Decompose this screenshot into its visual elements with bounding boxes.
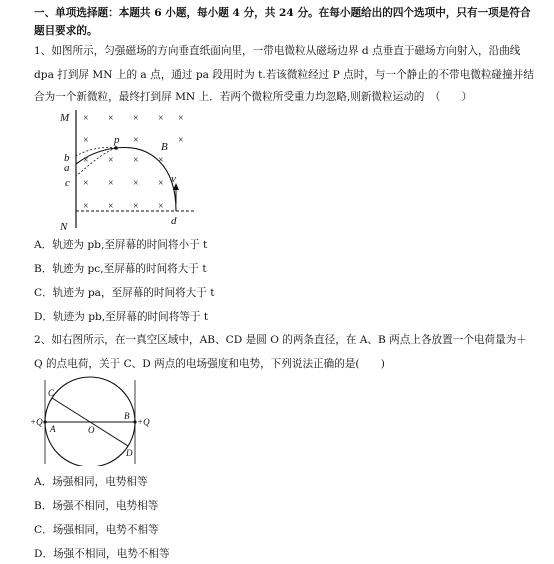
section-heading-line2: 题目要求的。	[34, 25, 98, 37]
field-cross: ×	[158, 155, 164, 166]
q1-stem-line1: 1、如图所示，匀强磁场的方向垂直纸面向里，一带电微粒从磁场边界 d 点垂直于磁场方向射入，沿曲线	[34, 45, 521, 57]
field-cross: ×	[158, 113, 164, 124]
q1-magnetic-field-figure	[56, 106, 206, 234]
field-cross: ×	[158, 178, 164, 189]
label-d: d	[171, 215, 177, 227]
q1-option-b[interactable]: B．轨迹为 pc,至屏幕的时间将大于 t	[34, 263, 207, 275]
q2-stem-line2: Q 的点电荷，关于 C、D 两点的电场强度和电势，下列说法正确的是( )	[34, 358, 385, 370]
q2-stem-line1: 2、如右图所示，在一真空区域中，AB、CD 是圆 O 的两条直径，在 A、B 两点上各放置一个电荷量为＋	[34, 334, 527, 346]
field-cross: ×	[133, 155, 139, 166]
field-cross: ×	[108, 155, 114, 166]
field-cross: ×	[83, 178, 89, 189]
field-cross: ×	[83, 155, 89, 166]
label-p: p	[114, 134, 120, 146]
field-cross: ×	[178, 113, 184, 124]
q1-stem-line2: dpa 打到屏 MN 上的 a 点，通过 pa 段用时为 t.若该微粒经过 P 点时，与一个静止的不带电微粒碰撞并结	[34, 69, 534, 81]
label-field-b: B	[161, 141, 168, 153]
q2-option-b[interactable]: B．场强不相同，电势相等	[34, 500, 159, 512]
q1-option-d[interactable]: D．轨迹为 pb,至屏幕的时间将等于 t	[34, 311, 209, 323]
field-cross: ×	[133, 178, 139, 189]
label-c: c	[65, 177, 70, 189]
field-cross: ×	[108, 178, 114, 189]
label-plus-q-right: +Q	[137, 417, 150, 427]
field-cross: ×	[133, 135, 139, 146]
q2-option-d[interactable]: D．场强不相同，电势不相等	[34, 548, 170, 560]
label-d: D	[126, 448, 133, 458]
label-o: O	[88, 425, 95, 435]
label-b: B	[124, 411, 130, 421]
charge-a-dot	[43, 420, 46, 423]
field-cross: ×	[108, 113, 114, 124]
field-cross: ×	[83, 201, 89, 212]
section-heading-line1: 一、单项选择题：本题共 6 小题，每小题 4 分，共 24 分。在每小题给出的四个选项中，只有一项是符合	[34, 7, 531, 19]
field-cross: ×	[83, 113, 89, 124]
label-plus-q-left: +Q	[30, 417, 43, 427]
field-cross: ×	[133, 201, 139, 212]
label-b: b	[64, 152, 70, 164]
point-p	[114, 146, 118, 150]
field-cross: ×	[83, 135, 89, 146]
field-cross: ×	[158, 201, 164, 212]
label-a: a	[64, 162, 70, 174]
label-c: C	[48, 388, 55, 398]
label-n: N	[60, 221, 68, 233]
q2-circle-figure	[30, 376, 164, 466]
label-v: v	[171, 173, 176, 185]
field-cross: ×	[133, 113, 139, 124]
q2-option-c[interactable]: C．场强相同，电势不相等	[34, 524, 159, 536]
field-cross: ×	[108, 201, 114, 212]
label-a: A	[50, 424, 56, 434]
field-cross: ×	[178, 135, 184, 146]
q1-option-c[interactable]: C．轨迹为 pa，至屏幕的时间将大于 t	[34, 287, 215, 299]
label-m: M	[60, 112, 70, 124]
q1-stem-line3: 合为一个新微粒，最终打到屏 MN 上．若两个微粒所受重力均忽略,则新微粒运动的 （ ）	[34, 91, 473, 103]
q2-option-a[interactable]: A．场强相同，电势相等	[34, 476, 148, 488]
q1-option-a[interactable]: A．轨迹为 pb,至屏幕的时间将小于 t	[34, 239, 208, 251]
